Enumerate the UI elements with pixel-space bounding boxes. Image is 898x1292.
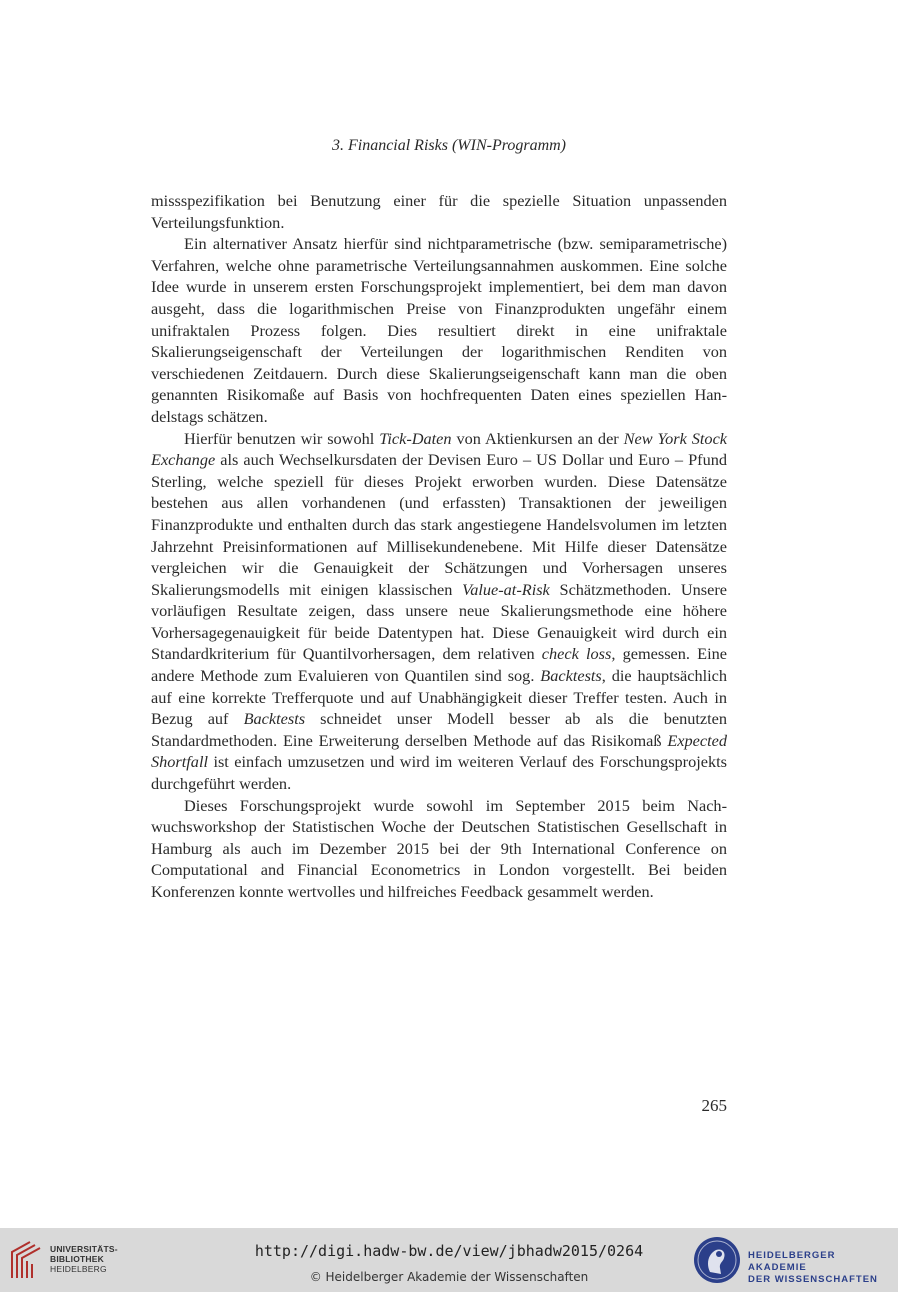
italic-term: Expected Shortfall (151, 730, 727, 772)
text-run: Schätzmethoden. Unsere vorläufigen Resultate zeigen, dass unsere neue Skalierungsmethode eine höhere Vorhersagegenauigkeit für beide Datentypen hat. Diese Genauigkeit wird durch ein Standardkriterium für Quantilvorhersagen, dem relativen (151, 579, 728, 664)
body-text (151, 190, 727, 903)
footer-url-link[interactable]: http://digi.hadw-bw.de/view/jbhadw2015/0264 (254, 1242, 644, 1260)
italic-term: Backtests (243, 709, 306, 729)
ub-logo-line: BIBLIOTHEK (50, 1254, 104, 1264)
hadw-logo[interactable] (692, 1234, 892, 1286)
italic-term: New York Stock Exchange (151, 428, 728, 470)
text-run: als auch Wechselkursdaten der Devisen Euro – US Dollar und Euro – Pfund Sterling, welche speziell für dieses Projekt erworben wurden. Diese Datensätze bestehen aus allen vorhandenen (und erfassten) Transaktionen der jeweiligen Finanzprodukte und enthalten durch das stark angestiegene Handelsvolumen im letzten Jahrzehnt Preisinformationen auf Millisekundenebene. Mit Hilfe dieser Datensätze vergleichen wir die Genauigkeit der Schätzungen und Vorhersagen unseres Skalierungsmodells mit einigen klassischen (151, 450, 727, 599)
paragraph-3 (151, 428, 727, 795)
running-header: 3. Financial Risks (WIN-Programm) (331, 137, 567, 154)
hadw-logo-line: DER WISSENSCHAFTEN (748, 1274, 878, 1285)
text-run: ist einfach umzusetzen und wird im weiteren Verlauf des Forschungsprojekts durchgeführt werden. (151, 752, 727, 794)
italic-term: Tick-Daten (379, 428, 452, 448)
italic-term: Value-at-Risk (462, 579, 550, 599)
paragraph-4: Dieses Forschungsprojekt wurde sowohl im September 2015 beim Nachwuchsworkshop der Statistischen Woche der Deutschen Statistischen Gesellschaft in Hamburg als auch im Dezember 2015 bei der 9th International Conference on Computational and Financial Econometrics in London vorgestellt. Bei beiden Konferenzen konnte wertvolles und hilfreiches Feedback gesammelt werden. (151, 795, 727, 901)
ub-logo-line: HEIDELBERG (50, 1264, 107, 1274)
footer-bar (0, 1228, 898, 1292)
footer-copyright: © Heidelberger Akademie der Wissenschaften (309, 1270, 589, 1284)
page-number: 265 (701, 1096, 727, 1115)
text-run: , die hauptsächlich auf eine korrekte Trefferquote und auf Unabhängigkeit dieser Treffer testen. Auch in Bezug auf (151, 666, 727, 729)
italic-term: Backtests (540, 666, 602, 686)
hadw-logo-text (748, 1250, 892, 1286)
text-run: schneidet unser Modell besser ab als die benutzten Standardmethoden. Eine Erweiterung derselben Methode auf das Risikomaß (151, 709, 727, 750)
text-run: von Aktienkursen an der (451, 428, 624, 448)
ub-logo-line: UNIVERSITÄTS- (50, 1244, 118, 1254)
text-run: Hierfür benutzen wir sowohl (184, 428, 380, 448)
hadw-logo-line: HEIDELBERGER AKADEMIE (748, 1250, 836, 1273)
italic-term: check loss, (541, 644, 616, 664)
text-run: gemessen. Eine andere Methode zum Evaluieren von Quantilen sind sog. (151, 644, 727, 686)
paragraph-2: Ein alternativer Ansatz hierfür sind nichtparametrische (bzw. semiparametrische) Verfahren, welche ohne parametrische Verteilungsannahmen auskommen. Eine solche Idee wurde in unserem ersten Forschungsprojekt implementiert, bei dem man davon ausgeht, dass die logarithmischen Preise von Finanzprodukten ungefähr einem unifraktalen Prozess folgen. Dies resultiert direkt in eine unifraktale Skalierungseigenschaft der Verteilungen der logarithmischen Renditen von verschiedenen Zeitdauern. Durch diese Skalierungseigenschaft kann man die oben genannten Risikomaße auf Basis von hochfrequenten Daten eines speziellen Handelstags schätzen. (151, 234, 727, 426)
paragraph-1: missspezifikation bei Benutzung einer für die spezielle Situation unpassenden Verteilungsfunktion. (151, 191, 727, 232)
hadw-seal-icon (692, 1234, 742, 1286)
